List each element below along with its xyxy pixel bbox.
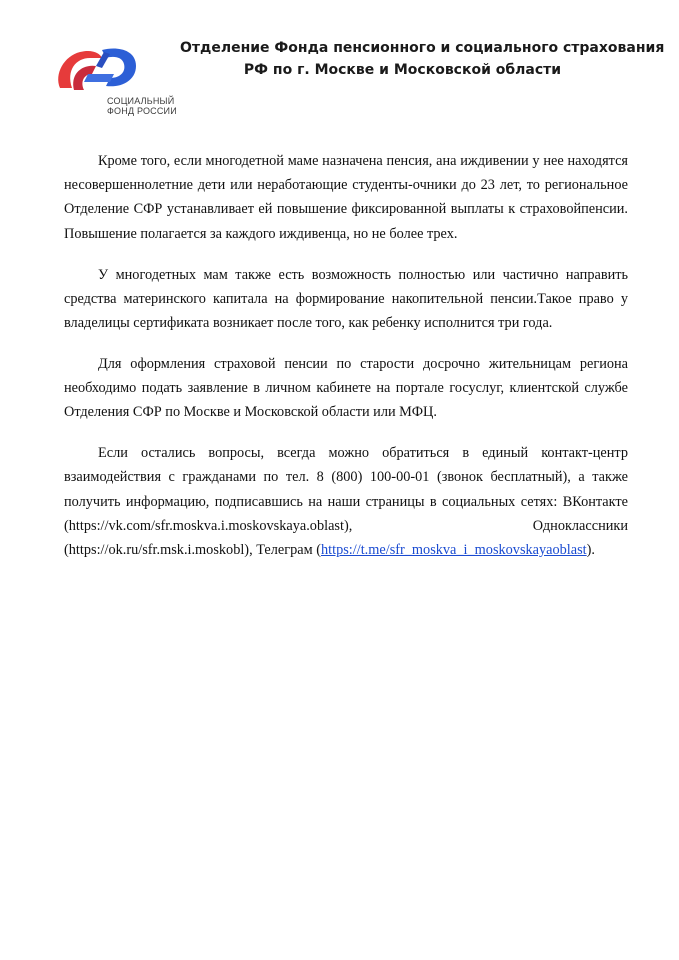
document-body xyxy=(64,149,628,579)
paragraph-early-pension: Для оформления страховой пенсии по старости досрочно жительницам региона необходимо подать заявление в личном кабинете на портале госуслуг, клиентской службе Отделения СФР по Москве и Московской области или МФЦ. xyxy=(64,355,628,421)
paragraph-pension-increase: Кроме того, если многодетной маме назначена пенсия, ана иждивении у нее находятся несовершеннолетние дети или неработающие студенты-очники до 23 лет, то региональное Отделение СФР устанавливает ей повышение фиксированной выплаты к страховойпенсии. Повышение полагается за каждого иждивенца, но не более трех. xyxy=(64,153,628,242)
title-line1: Отделение Фонда пенсионного и социального страхования xyxy=(180,40,665,56)
sfr-logo xyxy=(52,44,177,118)
paragraph-maternity-capital: У многодетных мам также есть возможность полностью или частично направить средства материнского капитала на формирование накопительной пенсии.Такое право у владелицы сертификата возникает после того, как ребенку исполнится три года. xyxy=(64,266,628,331)
organization-title xyxy=(180,37,665,81)
logo-line1: СОЦИАЛЬНЫЙ xyxy=(107,96,175,106)
logo-line2: ФОНД РОССИИ xyxy=(107,106,177,116)
contacts-text: Если остались вопросы, всегда можно обратиться в единый контакт-центр взаимодействия с гражданами по тел. 8 (800) 100-00-01 (звонок бесплатный), а также получить информацию, подписавшись на наши страницы в социальных сетях: ВКонтакте (https://vk.com/sfr.moskva.i.moskovskaya.oblast), Одноклассники (https://ok.ru/sfr.msk.i.moskobl), Телеграм ( xyxy=(64,445,628,558)
logo-caption xyxy=(107,96,177,116)
paragraph-contacts xyxy=(64,441,628,562)
telegram-link[interactable]: https://t.me/sfr_moskva_i_moskovskayaoblast xyxy=(320,541,587,558)
title-line2: РФ по г. Москве и Московской области xyxy=(243,62,562,78)
contacts-end: ). xyxy=(586,541,595,558)
